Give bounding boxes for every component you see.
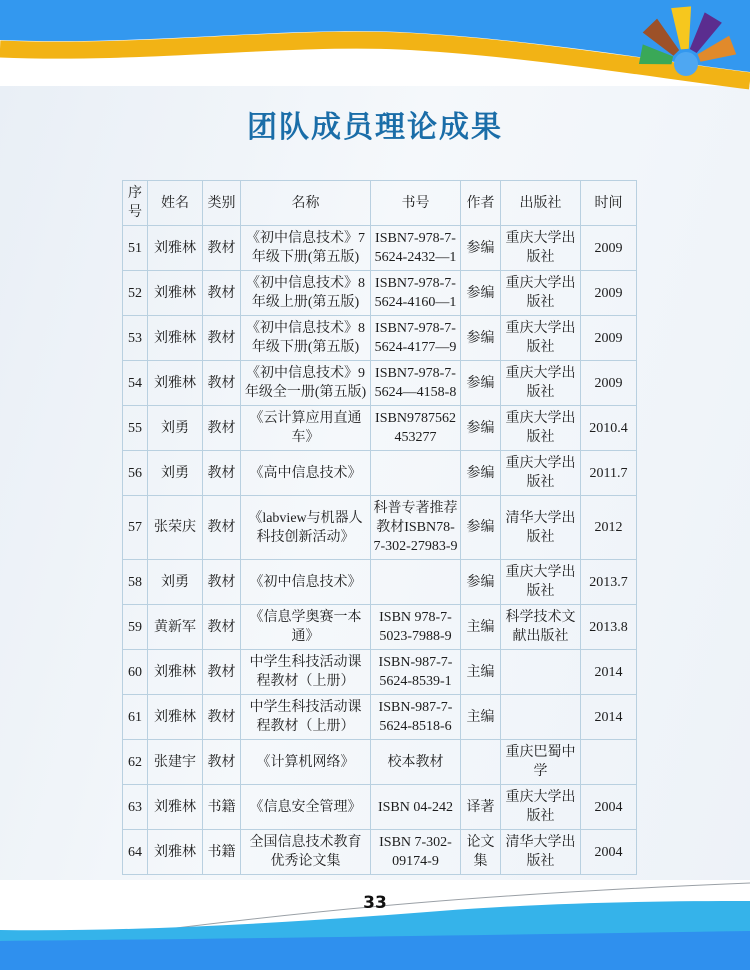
cell-no: 57 <box>123 496 148 560</box>
publications-table <box>122 180 637 875</box>
cell-name: 刘雅林 <box>148 361 203 406</box>
table-row <box>123 560 637 605</box>
table-header-row <box>123 181 637 226</box>
cell-isbn: ISBN 04-242 <box>371 785 461 830</box>
cell-publisher: 重庆大学出版社 <box>501 361 581 406</box>
cell-role: 参编 <box>461 560 501 605</box>
cell-publisher: 重庆大学出版社 <box>501 451 581 496</box>
cell-no: 58 <box>123 560 148 605</box>
cell-title: 《计算机网络》 <box>241 740 371 785</box>
cell-isbn: ISBN7-978-7-5624—4158-8 <box>371 361 461 406</box>
table-row <box>123 271 637 316</box>
cell-title: 《labview与机器人科技创新活动》 <box>241 496 371 560</box>
cell-title: 《初中信息技术》8年级下册(第五版) <box>241 316 371 361</box>
table-row <box>123 830 637 875</box>
cell-role: 参编 <box>461 271 501 316</box>
cell-title: 《信息安全管理》 <box>241 785 371 830</box>
cell-name: 刘勇 <box>148 451 203 496</box>
cell-no: 60 <box>123 650 148 695</box>
cell-publisher: 清华大学出版社 <box>501 496 581 560</box>
cell-publisher: 重庆大学出版社 <box>501 316 581 361</box>
cell-no: 64 <box>123 830 148 875</box>
cell-publisher <box>501 695 581 740</box>
cell-publisher: 重庆大学出版社 <box>501 406 581 451</box>
cell-name: 张建宇 <box>148 740 203 785</box>
cell-name: 刘雅林 <box>148 226 203 271</box>
cell-role <box>461 740 501 785</box>
results-table-body <box>123 226 637 875</box>
cell-isbn: ISBN 978-7-5023-7988-9 <box>371 605 461 650</box>
cell-year: 2009 <box>581 271 637 316</box>
cell-publisher: 清华大学出版社 <box>501 830 581 875</box>
cell-year: 2009 <box>581 361 637 406</box>
page-title: 团队成员理论成果 <box>247 111 503 144</box>
col-header-category: 类别 <box>203 181 241 226</box>
cell-title: 《高中信息技术》 <box>241 451 371 496</box>
table-row <box>123 785 637 830</box>
cell-title: 《云计算应用直通车》 <box>241 406 371 451</box>
cell-title: 全国信息技术教育优秀论文集 <box>241 830 371 875</box>
cell-role: 主编 <box>461 695 501 740</box>
col-header-name: 姓名 <box>148 181 203 226</box>
cell-publisher <box>501 650 581 695</box>
cell-no: 63 <box>123 785 148 830</box>
cell-year: 2014 <box>581 695 637 740</box>
cell-category: 教材 <box>203 316 241 361</box>
cell-year: 2009 <box>581 226 637 271</box>
cell-title: 中学生科技活动课程教材（上册） <box>241 695 371 740</box>
cell-title: 《初中信息技术》7年级下册(第五版) <box>241 226 371 271</box>
cell-year: 2004 <box>581 785 637 830</box>
cell-role: 参编 <box>461 496 501 560</box>
cell-title: 《信息学奥赛一本通》 <box>241 605 371 650</box>
cell-year: 2009 <box>581 316 637 361</box>
top-wave-band <box>0 0 750 100</box>
cell-category: 教材 <box>203 406 241 451</box>
cell-name: 刘勇 <box>148 406 203 451</box>
cell-isbn: 校本教材 <box>371 740 461 785</box>
cell-category: 教材 <box>203 695 241 740</box>
cell-no: 51 <box>123 226 148 271</box>
cell-category: 教材 <box>203 496 241 560</box>
table-row <box>123 496 637 560</box>
cell-category: 教材 <box>203 271 241 316</box>
cell-role: 参编 <box>461 226 501 271</box>
cell-role: 译著 <box>461 785 501 830</box>
cell-role: 主编 <box>461 605 501 650</box>
cell-year: 2010.4 <box>581 406 637 451</box>
cell-isbn <box>371 560 461 605</box>
cell-isbn: 科普专著推荐教材ISBN78-7-302-27983-9 <box>371 496 461 560</box>
cell-year: 2014 <box>581 650 637 695</box>
cell-isbn: ISBN7-978-7-5624-4160—1 <box>371 271 461 316</box>
cell-isbn: ISBN-987-7-5624-8518-6 <box>371 695 461 740</box>
cell-name: 刘雅林 <box>148 695 203 740</box>
cell-publisher: 重庆巴蜀中学 <box>501 740 581 785</box>
table-row <box>123 605 637 650</box>
cell-isbn: ISBN7-978-7-5624-2432—1 <box>371 226 461 271</box>
cell-publisher: 重庆大学出版社 <box>501 785 581 830</box>
table-row <box>123 451 637 496</box>
col-header-year: 时间 <box>581 181 637 226</box>
cell-year: 2013.7 <box>581 560 637 605</box>
table-header <box>123 181 637 226</box>
cell-no: 61 <box>123 695 148 740</box>
cell-no: 55 <box>123 406 148 451</box>
table-row <box>123 650 637 695</box>
cell-title: 中学生科技活动课程教材（上册） <box>241 650 371 695</box>
col-header-isbn: 书号 <box>371 181 461 226</box>
cell-category: 教材 <box>203 451 241 496</box>
cell-category: 教材 <box>203 605 241 650</box>
cell-no: 52 <box>123 271 148 316</box>
cell-category: 书籍 <box>203 830 241 875</box>
table-row <box>123 316 637 361</box>
fan-center <box>674 52 698 76</box>
cell-title: 《初中信息技术》8年级上册(第五版) <box>241 271 371 316</box>
cell-name: 张荣庆 <box>148 496 203 560</box>
cell-isbn: ISBN9787562453277 <box>371 406 461 451</box>
cell-no: 59 <box>123 605 148 650</box>
table-row <box>123 226 637 271</box>
cell-name: 刘雅林 <box>148 785 203 830</box>
cell-year <box>581 740 637 785</box>
cell-no: 56 <box>123 451 148 496</box>
cell-year: 2012 <box>581 496 637 560</box>
cell-no: 53 <box>123 316 148 361</box>
cell-isbn <box>371 451 461 496</box>
cell-role: 参编 <box>461 316 501 361</box>
page-number: 33 <box>363 893 387 913</box>
cell-no: 54 <box>123 361 148 406</box>
table-row <box>123 406 637 451</box>
cell-category: 教材 <box>203 740 241 785</box>
cell-year: 2011.7 <box>581 451 637 496</box>
cell-name: 刘雅林 <box>148 830 203 875</box>
table-row <box>123 695 637 740</box>
cell-category: 教材 <box>203 650 241 695</box>
cell-isbn: ISBN7-978-7-5624-4177—9 <box>371 316 461 361</box>
cell-publisher: 重庆大学出版社 <box>501 271 581 316</box>
cell-category: 书籍 <box>203 785 241 830</box>
cell-isbn: ISBN 7-302-09174-9 <box>371 830 461 875</box>
cell-name: 刘勇 <box>148 560 203 605</box>
cell-name: 刘雅林 <box>148 650 203 695</box>
col-header-title: 名称 <box>241 181 371 226</box>
cell-publisher: 重庆大学出版社 <box>501 226 581 271</box>
cell-role: 主编 <box>461 650 501 695</box>
cell-isbn: ISBN-987-7-5624-8539-1 <box>371 650 461 695</box>
cell-category: 教材 <box>203 361 241 406</box>
cell-role: 论文集 <box>461 830 501 875</box>
cell-role: 参编 <box>461 451 501 496</box>
table-row <box>123 361 637 406</box>
cell-title: 《初中信息技术》 <box>241 560 371 605</box>
cell-category: 教材 <box>203 560 241 605</box>
cell-title: 《初中信息技术》9年级全一册(第五版) <box>241 361 371 406</box>
cell-publisher: 科学技术文献出版社 <box>501 605 581 650</box>
cell-name: 刘雅林 <box>148 271 203 316</box>
cell-year: 2004 <box>581 830 637 875</box>
cell-year: 2013.8 <box>581 605 637 650</box>
cell-role: 参编 <box>461 406 501 451</box>
cell-role: 参编 <box>461 361 501 406</box>
cell-publisher: 重庆大学出版社 <box>501 560 581 605</box>
cell-name: 黄新军 <box>148 605 203 650</box>
cell-name: 刘雅林 <box>148 316 203 361</box>
col-header-no: 序号 <box>123 181 148 226</box>
col-header-publisher: 出版社 <box>501 181 581 226</box>
cell-no: 62 <box>123 740 148 785</box>
col-header-role: 作者 <box>461 181 501 226</box>
table-row <box>123 740 637 785</box>
cell-category: 教材 <box>203 226 241 271</box>
